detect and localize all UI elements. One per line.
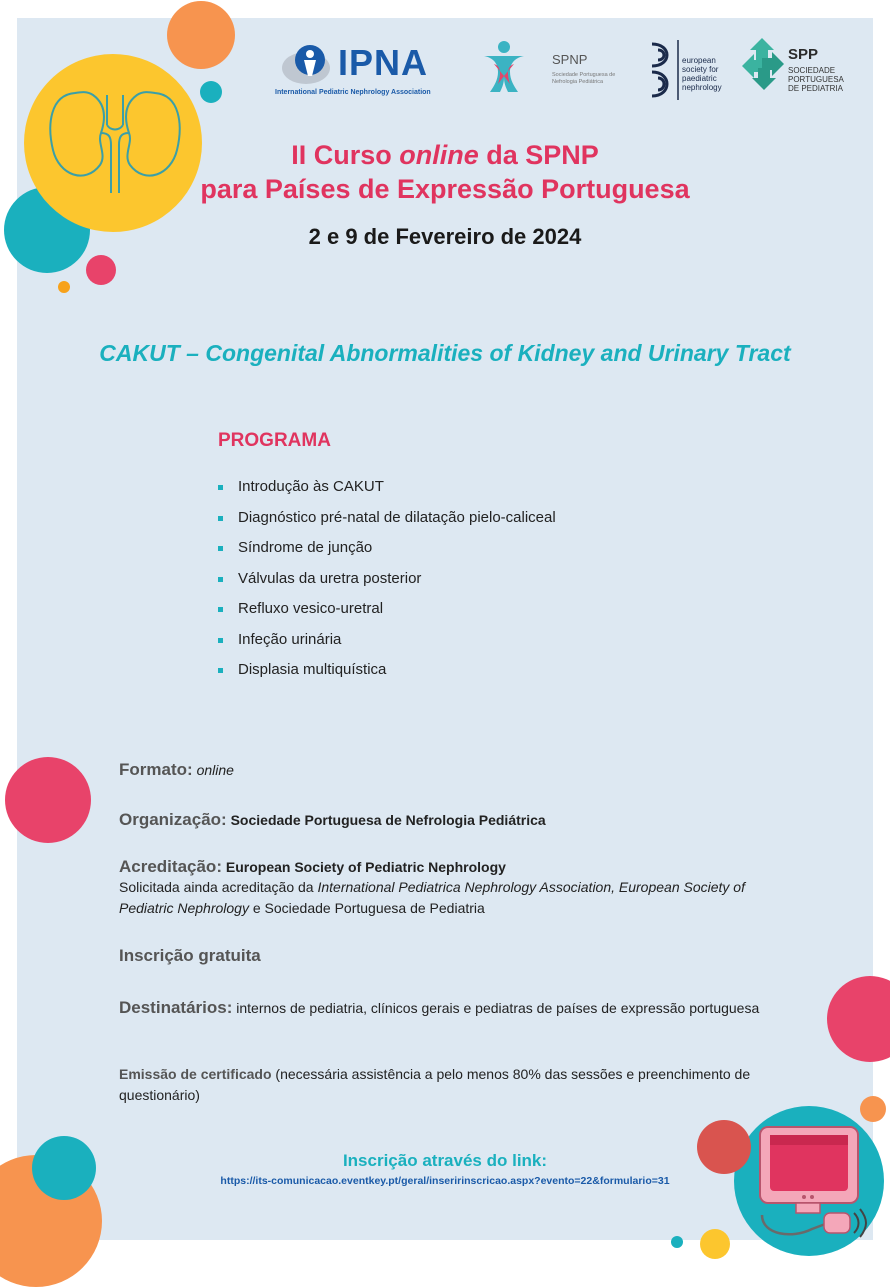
ipna-subtitle: International Pediatric Nephrology Association: [275, 89, 431, 96]
espn-logo: [648, 34, 748, 104]
programa-item-text: Diagnóstico pré-natal de dilatação pielo-caliceal: [238, 508, 556, 526]
bullet-icon: [218, 607, 223, 612]
decor-circle-orange-top: [167, 1, 235, 69]
ipna-globe-icon: [280, 42, 334, 86]
inscricao-block: [119, 946, 261, 966]
acreditacao-note-2: e Sociedade Portuguesa de Pediatria: [248, 900, 485, 916]
programa-item-text: Infeção urinária: [238, 630, 342, 648]
spp-subtitle: [788, 66, 888, 93]
programa-item: [218, 570, 556, 601]
spnp-subtitle: Sociedade Portuguesa de Nefrologia Pediátrica: [552, 72, 616, 85]
destinatarios-block: [119, 997, 779, 1019]
decor-circle-teal-small: [200, 81, 222, 103]
acreditacao-note-1: Solicitada ainda acreditação da: [119, 879, 318, 895]
programa-item: [218, 509, 556, 540]
registration-link[interactable]: https://its-comunicacao.eventkey.pt/geral/inseririnscricao.aspx?evento=22&formulario=31: [220, 1175, 670, 1187]
inscricao-label: Inscrição gratuita: [119, 946, 261, 965]
espn-line-2: society for: [682, 65, 719, 74]
spp-arrows-icon: [740, 36, 786, 92]
logos-bar: [270, 34, 870, 104]
programa-heading: PROGRAMA: [218, 430, 331, 451]
organizacao-block: [119, 810, 546, 830]
certificado-label: Emissão de certificado: [119, 1066, 272, 1082]
course-title: [0, 138, 890, 206]
bullet-icon: [218, 546, 223, 551]
certificado-value: (necessária assistência a pelo menos 80% das sessões e preenchimento de questionário): [119, 1066, 751, 1103]
programa-item: [218, 600, 556, 631]
spp-line-2: PORTUGUESA: [788, 75, 844, 84]
formato-label: Formato:: [119, 760, 193, 779]
course-title-line-1: [0, 138, 890, 172]
spnp-logo: [480, 40, 630, 104]
formato-block: [119, 760, 234, 780]
ipna-name: IPNA: [338, 42, 429, 83]
acreditacao-note-italic: International Pediatrica Nephrology Association, European Society of Pediatric Nephrology: [119, 879, 745, 916]
decor-circle-orange-small-right: [860, 1096, 886, 1122]
course-subtitle: CAKUT – Congenital Abnormalities of Kidney and Urinary Tract: [99, 340, 791, 366]
acreditacao-value: European Society of Pediatric Nephrology: [225, 859, 506, 875]
title-italic: online: [399, 140, 479, 170]
programa-list: [218, 478, 556, 692]
bullet-icon: [218, 638, 223, 643]
title-part-2: da SPNP: [478, 140, 599, 170]
organizacao-value: Sociedade Portuguesa de Nefrologia Pediátrica: [230, 812, 546, 828]
programa-item: [218, 631, 556, 662]
programa-item-text: Síndrome de junção: [238, 539, 373, 556]
destinatarios-value: internos de pediatria, clínicos gerais e pediatras de países de expressão portuguesa: [232, 1000, 760, 1016]
organizacao-label: Organização:: [119, 810, 227, 829]
acreditacao-note: [119, 877, 799, 919]
espn-line-3: paediatric: [682, 74, 717, 83]
link-heading: Inscrição através do link:: [342, 1151, 548, 1170]
spp-logo: [740, 34, 870, 104]
programa-item-text: Válvulas da uretra posterior: [238, 569, 422, 587]
certificado-block: [119, 1064, 819, 1106]
acreditacao-line: [119, 857, 799, 877]
ultrasound-device-icon: [752, 1125, 870, 1250]
spp-name: SPP: [788, 46, 819, 63]
course-date: 2 e 9 de Fevereiro de 2024: [308, 224, 582, 249]
acreditacao-block: [119, 857, 799, 919]
programa-item-text: Refluxo vesico-uretral: [238, 600, 384, 617]
decor-circle-teal-tiny-bottom: [671, 1236, 683, 1248]
bullet-icon: [218, 577, 223, 582]
espn-emblem-icon: [648, 40, 680, 100]
bullet-icon: [218, 668, 223, 673]
acreditacao-label: Acreditação:: [119, 857, 222, 876]
course-title-line-2: para Países de Expressão Portuguesa: [200, 174, 690, 204]
espn-line-4: nephrology: [682, 83, 722, 92]
ipna-logo: [270, 34, 470, 104]
formato-value: online: [196, 762, 234, 778]
destinatarios-label: Destinatários:: [119, 998, 233, 1017]
spp-line-3: DE PEDIATRIA: [788, 84, 843, 93]
programa-item-text: Displasia multiquística: [238, 661, 387, 678]
espn-line-1: european: [682, 56, 716, 65]
decor-circle-pink-small: [86, 255, 116, 285]
programa-item: [218, 478, 556, 509]
decor-circle-orange-tiny: [58, 281, 70, 293]
decor-circle-pink-mid: [5, 757, 91, 843]
title-part-1: II Curso: [291, 140, 400, 170]
programa-item: [218, 661, 556, 692]
spnp-name: SPNP: [552, 52, 588, 67]
programa-item: [218, 539, 556, 570]
spp-line-1: SOCIEDADE: [788, 66, 836, 75]
bullet-icon: [218, 516, 223, 521]
bullet-icon: [218, 485, 223, 490]
decor-circle-yellow-bottom: [700, 1229, 730, 1259]
spnp-figure-icon: [480, 40, 528, 96]
programa-item-text: Introdução às CAKUT: [238, 478, 384, 495]
